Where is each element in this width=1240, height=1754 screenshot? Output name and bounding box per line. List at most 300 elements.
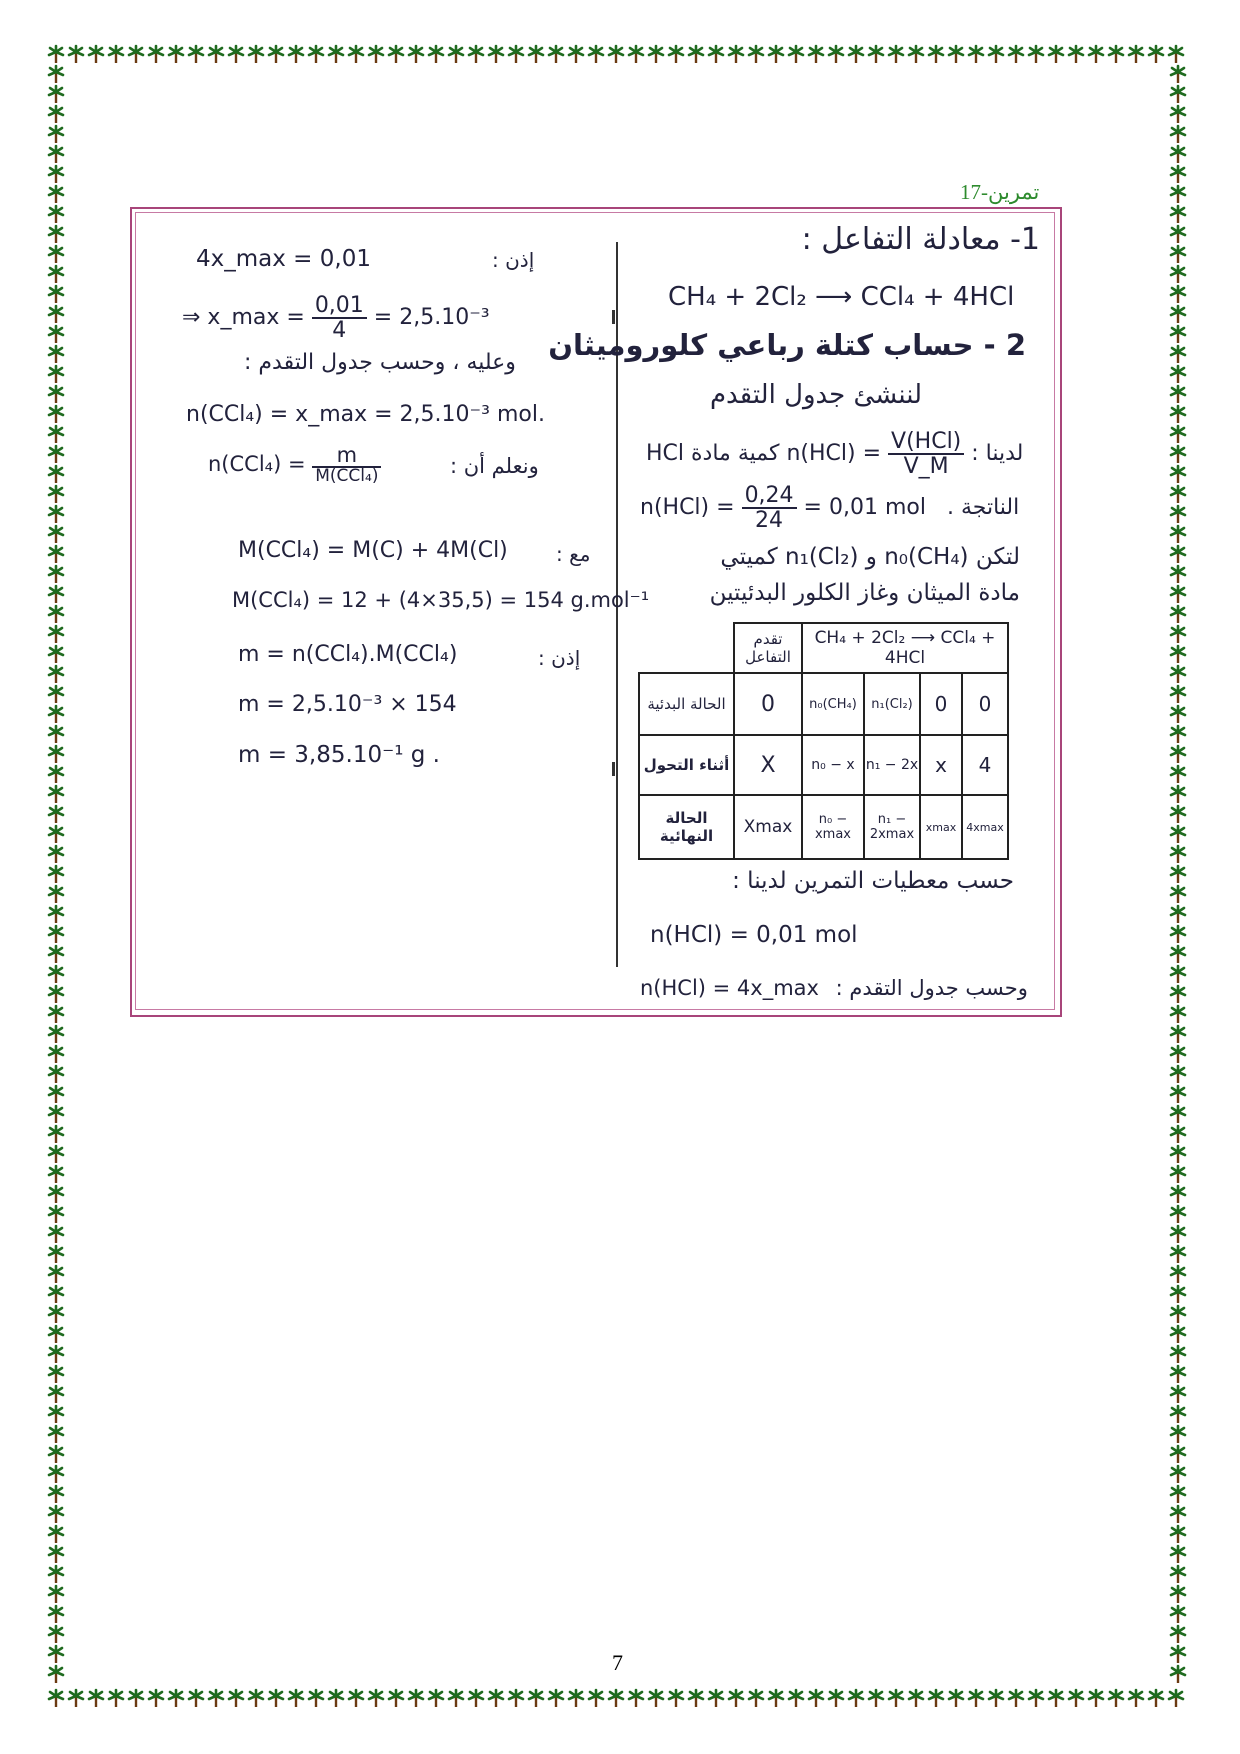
hcl-calc-left: n(HCl) =	[640, 495, 735, 521]
palm-icon	[1171, 1626, 1185, 1643]
palm-icon	[169, 46, 183, 63]
palm-icon	[49, 1166, 63, 1183]
palm-icon	[989, 1690, 1003, 1707]
palm-icon	[1171, 846, 1185, 863]
palm-icon	[249, 46, 263, 63]
palm-icon	[1171, 1206, 1185, 1223]
palm-icon	[1171, 606, 1185, 623]
hcl-amount-line	[646, 430, 1023, 478]
palm-icon	[449, 1690, 463, 1707]
palm-icon	[369, 1690, 383, 1707]
palm-icon	[789, 46, 803, 63]
state-initial: الحالة البدئية	[639, 673, 734, 735]
palm-icon	[1171, 1486, 1185, 1503]
cell-ch4: n₀(CH₄)	[802, 673, 864, 735]
palm-icon	[49, 46, 63, 63]
palm-icon	[1171, 1006, 1185, 1023]
palm-icon	[509, 1690, 523, 1707]
palm-icon	[1029, 1690, 1043, 1707]
palm-icon	[49, 86, 63, 103]
palm-icon	[1149, 1690, 1163, 1707]
palm-icon	[49, 1486, 63, 1503]
palm-icon	[49, 1286, 63, 1303]
palm-icon	[869, 46, 883, 63]
palm-icon	[1171, 586, 1185, 603]
palm-icon	[1171, 1426, 1185, 1443]
palm-icon	[349, 46, 363, 63]
palm-icon	[1171, 406, 1185, 423]
palm-icon	[1171, 666, 1185, 683]
palm-icon	[49, 146, 63, 163]
palm-icon	[1069, 1690, 1083, 1707]
table-row	[639, 795, 1008, 859]
palm-icon	[189, 46, 203, 63]
palm-icon	[49, 1026, 63, 1043]
palm-icon	[569, 1690, 583, 1707]
palm-icon	[1171, 86, 1185, 103]
palm-icon	[689, 1690, 703, 1707]
palm-icon	[1171, 486, 1185, 503]
cell-ccl4: 0	[920, 673, 962, 735]
palm-icon	[849, 1690, 863, 1707]
palm-icon	[1171, 126, 1185, 143]
palm-icon	[1171, 1366, 1185, 1383]
palm-icon	[49, 1346, 63, 1363]
cell-hcl: 0	[962, 673, 1008, 735]
palm-icon	[49, 626, 63, 643]
palm-icon	[49, 1666, 63, 1683]
palm-icon	[549, 1690, 563, 1707]
palm-icon	[49, 1146, 63, 1163]
palm-icon	[1171, 926, 1185, 943]
palm-icon	[49, 386, 63, 403]
build-table-line: لننشئ جدول التقدم	[709, 380, 922, 410]
palm-icon	[729, 46, 743, 63]
page-number: 7	[612, 1650, 623, 1675]
palm-icon	[49, 566, 63, 583]
hcl-relation: n(HCl) = 4x_max	[640, 976, 819, 1000]
palm-icon	[1171, 986, 1185, 1003]
palm-icon	[1171, 966, 1185, 983]
hcl-denominator: V_M	[903, 454, 949, 480]
given-data-line: حسب معطيات التمرين لدينا :	[732, 868, 1014, 894]
therefore-label-1: إذن :	[492, 248, 535, 272]
palm-icon	[49, 1326, 63, 1343]
palm-icon	[49, 126, 63, 143]
palm-icon	[889, 1690, 903, 1707]
palm-icon	[1171, 306, 1185, 323]
palm-icon	[489, 1690, 503, 1707]
palm-icon	[1171, 1446, 1185, 1463]
palm-icon	[49, 1046, 63, 1063]
palm-icon	[1009, 1690, 1023, 1707]
palm-icon	[409, 1690, 423, 1707]
palm-icon	[49, 946, 63, 963]
palm-icon	[1171, 1586, 1185, 1603]
palm-icon	[69, 1690, 83, 1707]
palm-icon	[1171, 1086, 1185, 1103]
palm-icon	[1171, 346, 1185, 363]
palm-icon	[649, 1690, 663, 1707]
palm-icon	[49, 726, 63, 743]
header-equation: CH₄ + 2Cl₂ ⟶ CCl₄ + 4HCl	[802, 623, 1008, 673]
palm-icon	[49, 1606, 63, 1623]
cell-ch4: n₀ − x	[802, 735, 864, 795]
palm-icon	[1171, 1066, 1185, 1083]
palm-icon	[49, 1406, 63, 1423]
palm-icon	[249, 1690, 263, 1707]
palm-icon	[449, 46, 463, 63]
palm-icon	[1171, 366, 1185, 383]
palm-icon	[769, 46, 783, 63]
palm-icon	[1171, 626, 1185, 643]
palm-icon	[49, 306, 63, 323]
cell-x: 0	[734, 673, 802, 735]
palm-icon	[529, 46, 543, 63]
palm-icon	[49, 1446, 63, 1463]
cell-hcl: 4xmax	[962, 795, 1008, 859]
exercise-title: تمرين-17	[960, 180, 1040, 204]
by-table-label: وحسب جدول التقدم :	[835, 976, 1028, 1000]
palm-icon	[869, 1690, 883, 1707]
palm-icon	[1171, 706, 1185, 723]
cell-x: X	[734, 735, 802, 795]
palm-icon	[49, 1426, 63, 1443]
palm-icon	[369, 46, 383, 63]
palm-icon	[1171, 1226, 1185, 1243]
palm-icon	[1171, 186, 1185, 203]
palm-icon	[1171, 106, 1185, 123]
palm-icon	[1169, 1690, 1183, 1707]
palm-icon	[49, 1066, 63, 1083]
cell-cl2: n₁ − 2xmax	[864, 795, 920, 859]
palm-icon	[49, 106, 63, 123]
palm-icon	[49, 526, 63, 543]
cell-ccl4: xmax	[920, 795, 962, 859]
eq-xmax-left: ⇒ x_max =	[182, 305, 305, 331]
palm-icon	[889, 46, 903, 63]
palm-icon	[1171, 1026, 1185, 1043]
hcl-relation-line	[640, 976, 1028, 1000]
palm-icon	[169, 1690, 183, 1707]
palm-icon	[389, 1690, 403, 1707]
palm-icon	[189, 1690, 203, 1707]
palm-icon	[289, 46, 303, 63]
palm-icon	[1171, 1166, 1185, 1183]
palm-icon	[1171, 1466, 1185, 1483]
palm-icon	[1171, 166, 1185, 183]
let-initial-amounts: لتكن n₀(CH₄) و n₁(Cl₂) كميتي	[720, 544, 1020, 570]
palm-icon	[469, 1690, 483, 1707]
palm-icon	[49, 806, 63, 823]
palm-icon	[1171, 206, 1185, 223]
palm-icon	[929, 1690, 943, 1707]
accordingly-line: وعليه ، وحسب جدول التقدم :	[244, 350, 516, 375]
palm-icon	[1171, 1286, 1185, 1303]
palm-icon	[49, 1690, 63, 1707]
palm-icon	[1171, 1526, 1185, 1543]
palm-icon	[49, 1206, 63, 1223]
palm-icon	[1171, 1606, 1185, 1623]
table-row	[639, 673, 1008, 735]
palm-icon	[1171, 826, 1185, 843]
palm-icon	[1171, 1406, 1185, 1423]
question-2-heading: 2 - حساب كتلة رباعي كلوروميثان	[548, 328, 1026, 362]
cell-hcl: 4	[962, 735, 1008, 795]
palm-icon	[1171, 226, 1185, 243]
hcl-calc-denominator: 24	[755, 508, 784, 534]
hcl-calc-line	[640, 484, 1019, 532]
palm-icon	[829, 1690, 843, 1707]
palm-icon	[269, 1690, 283, 1707]
palm-icon	[1171, 1186, 1185, 1203]
palm-icon	[229, 46, 243, 63]
palm-icon	[49, 706, 63, 723]
eq-xmax-numerator: 0,01	[312, 294, 367, 319]
palm-icon	[49, 506, 63, 523]
question-1-heading: 1- معادلة التفاعل :	[801, 222, 1040, 257]
palm-icon	[49, 846, 63, 863]
palm-icon	[349, 1690, 363, 1707]
palm-icon	[49, 226, 63, 243]
palm-icon	[89, 1690, 103, 1707]
cell-ch4: n₀ − xmax	[802, 795, 864, 859]
palm-icon	[629, 1690, 643, 1707]
palm-icon	[49, 486, 63, 503]
palm-icon	[49, 266, 63, 283]
palm-icon	[1171, 1666, 1185, 1683]
palm-icon	[49, 1566, 63, 1583]
palm-icon	[1171, 446, 1185, 463]
palm-icon	[1171, 1346, 1185, 1363]
palm-icon	[409, 46, 423, 63]
hcl-calc-numerator: 0,24	[742, 484, 797, 509]
palm-icon	[49, 666, 63, 683]
cell-cl2: n₁ − 2x	[864, 735, 920, 795]
palm-icon	[1089, 46, 1103, 63]
margin-tick	[612, 310, 615, 324]
palm-icon	[789, 1690, 803, 1707]
palm-icon	[49, 966, 63, 983]
palm-icon	[689, 46, 703, 63]
palm-icon	[109, 46, 123, 63]
palm-icon	[1171, 786, 1185, 803]
palm-icon	[609, 1690, 623, 1707]
palm-icon	[1171, 1506, 1185, 1523]
palm-icon	[49, 646, 63, 663]
palm-icon	[49, 1306, 63, 1323]
eq-molar-mass-value: M(CCl₄) = 12 + (4×35,5) = 154 g.mol⁻¹	[232, 588, 650, 612]
table-row	[639, 735, 1008, 795]
palm-icon	[749, 46, 763, 63]
palm-icon	[849, 46, 863, 63]
palm-icon	[1171, 326, 1185, 343]
palm-icon	[49, 1506, 63, 1523]
palm-icon	[89, 46, 103, 63]
palm-icon	[1171, 1566, 1185, 1583]
palm-icon	[609, 46, 623, 63]
palm-icon	[49, 366, 63, 383]
eq-n-ccl4-fraction	[312, 444, 381, 486]
palm-icon	[49, 1386, 63, 1403]
palm-icon	[209, 1690, 223, 1707]
palm-icon	[49, 406, 63, 423]
palm-icon	[49, 786, 63, 803]
advancement-table	[638, 622, 1009, 860]
palm-icon	[49, 426, 63, 443]
palm-icon	[969, 46, 983, 63]
palm-icon	[1171, 1326, 1185, 1343]
palm-icon	[469, 46, 483, 63]
we-know-label: ونعلم أن :	[450, 454, 539, 478]
palm-icon	[49, 1086, 63, 1103]
palm-icon	[1171, 1546, 1185, 1563]
cell-cl2: n₁(Cl₂)	[864, 673, 920, 735]
hcl-calc-fraction	[742, 484, 797, 532]
palm-icon	[1171, 526, 1185, 543]
palm-icon	[49, 926, 63, 943]
palm-icon	[629, 46, 643, 63]
palm-icon	[569, 46, 583, 63]
palm-icon	[49, 1626, 63, 1643]
palm-icon	[1171, 66, 1185, 83]
palm-icon	[1171, 866, 1185, 883]
palm-icon	[1171, 906, 1185, 923]
palm-icon	[129, 1690, 143, 1707]
palm-icon	[49, 686, 63, 703]
palm-icon	[429, 1690, 443, 1707]
palm-icon	[1171, 1646, 1185, 1663]
palm-icon	[49, 586, 63, 603]
palm-icon	[1171, 146, 1185, 163]
palm-icon	[909, 46, 923, 63]
palm-icon	[709, 46, 723, 63]
palm-icon	[49, 1546, 63, 1563]
cell-ccl4: x	[920, 735, 962, 795]
palm-icon	[49, 1226, 63, 1243]
therefore-label-2: إذن :	[538, 646, 581, 670]
palm-icon	[149, 46, 163, 63]
table-corner	[639, 623, 734, 673]
palm-icon	[49, 1646, 63, 1663]
palm-icon	[589, 1690, 603, 1707]
eq-mass-calc: m = 2,5.10⁻³ × 154	[238, 692, 457, 717]
header-progress: تقدم التفاعل	[734, 623, 802, 673]
palm-icon	[49, 186, 63, 203]
palm-icon	[49, 986, 63, 1003]
hcl-formula-left: n(HCl) =	[786, 441, 882, 467]
palm-icon	[1171, 546, 1185, 563]
hcl-calc-right: = 0,01 mol	[803, 495, 926, 521]
palm-icon	[1171, 1046, 1185, 1063]
palm-icon	[49, 1526, 63, 1543]
palm-icon	[49, 446, 63, 463]
eq-n-ccl4-denominator: M(CCl₄)	[315, 466, 379, 487]
palm-icon	[749, 1690, 763, 1707]
palm-icon	[49, 206, 63, 223]
palm-icon	[49, 1246, 63, 1263]
palm-icon	[1109, 1690, 1123, 1707]
palm-icon	[49, 466, 63, 483]
palm-icon	[1171, 1266, 1185, 1283]
palm-icon	[529, 1690, 543, 1707]
palm-icon	[1171, 646, 1185, 663]
palm-icon	[809, 1690, 823, 1707]
palm-icon	[1171, 766, 1185, 783]
palm-icon	[1171, 1146, 1185, 1163]
palm-icon	[1009, 46, 1023, 63]
hcl-numerator: V(HCl)	[888, 430, 964, 455]
palm-icon	[49, 286, 63, 303]
palm-icon	[149, 1690, 163, 1707]
palm-icon	[649, 46, 663, 63]
hcl-tail: كمية مادة HCl	[646, 441, 780, 467]
palm-icon	[669, 1690, 683, 1707]
palm-icon	[69, 46, 83, 63]
palm-icon	[929, 46, 943, 63]
palm-icon	[829, 46, 843, 63]
eq-n-ccl4: n(CCl₄) = x_max = 2,5.10⁻³ mol.	[186, 402, 545, 427]
palm-icon	[1069, 46, 1083, 63]
palm-icon	[909, 1690, 923, 1707]
palm-icon	[49, 166, 63, 183]
methane-chlorine-line: مادة الميثان وغاز الكلور البدئيتين	[709, 580, 1020, 606]
palm-icon	[949, 46, 963, 63]
palm-icon	[1171, 686, 1185, 703]
palm-icon	[1171, 566, 1185, 583]
eq-xmax-fraction	[312, 294, 367, 342]
palm-icon	[1171, 466, 1185, 483]
palm-icon	[49, 326, 63, 343]
hcl-fraction	[888, 430, 964, 478]
eq-xmax-denominator: 4	[332, 318, 347, 344]
palm-icon	[329, 1690, 343, 1707]
palm-icon	[1171, 266, 1185, 283]
palm-icon	[989, 46, 1003, 63]
palm-icon	[1149, 46, 1163, 63]
palm-icon	[1171, 1306, 1185, 1323]
palm-icon	[49, 1266, 63, 1283]
produced-label: الناتجة .	[946, 495, 1020, 521]
palm-icon	[1171, 506, 1185, 523]
palm-icon	[1171, 726, 1185, 743]
palm-icon	[1049, 1690, 1063, 1707]
eq-mass-result: m = 3,85.10⁻¹ g .	[238, 742, 440, 768]
palm-icon	[229, 1690, 243, 1707]
palm-icon	[1109, 46, 1123, 63]
palm-icon	[329, 46, 343, 63]
palm-icon	[1171, 1246, 1185, 1263]
palm-icon	[429, 46, 443, 63]
palm-icon	[289, 1690, 303, 1707]
palm-icon	[1171, 246, 1185, 263]
palm-icon	[1171, 286, 1185, 303]
eq-xmax	[182, 294, 490, 342]
palm-icon	[769, 1690, 783, 1707]
palm-icon	[49, 606, 63, 623]
palm-icon	[1171, 1126, 1185, 1143]
palm-icon	[709, 1690, 723, 1707]
palm-icon	[969, 1690, 983, 1707]
palm-icon	[809, 46, 823, 63]
margin-tick	[612, 762, 615, 776]
palm-icon	[1171, 386, 1185, 403]
palm-icon	[1049, 46, 1063, 63]
palm-icon	[509, 46, 523, 63]
palm-icon	[49, 866, 63, 883]
palm-icon	[129, 46, 143, 63]
palm-icon	[49, 906, 63, 923]
